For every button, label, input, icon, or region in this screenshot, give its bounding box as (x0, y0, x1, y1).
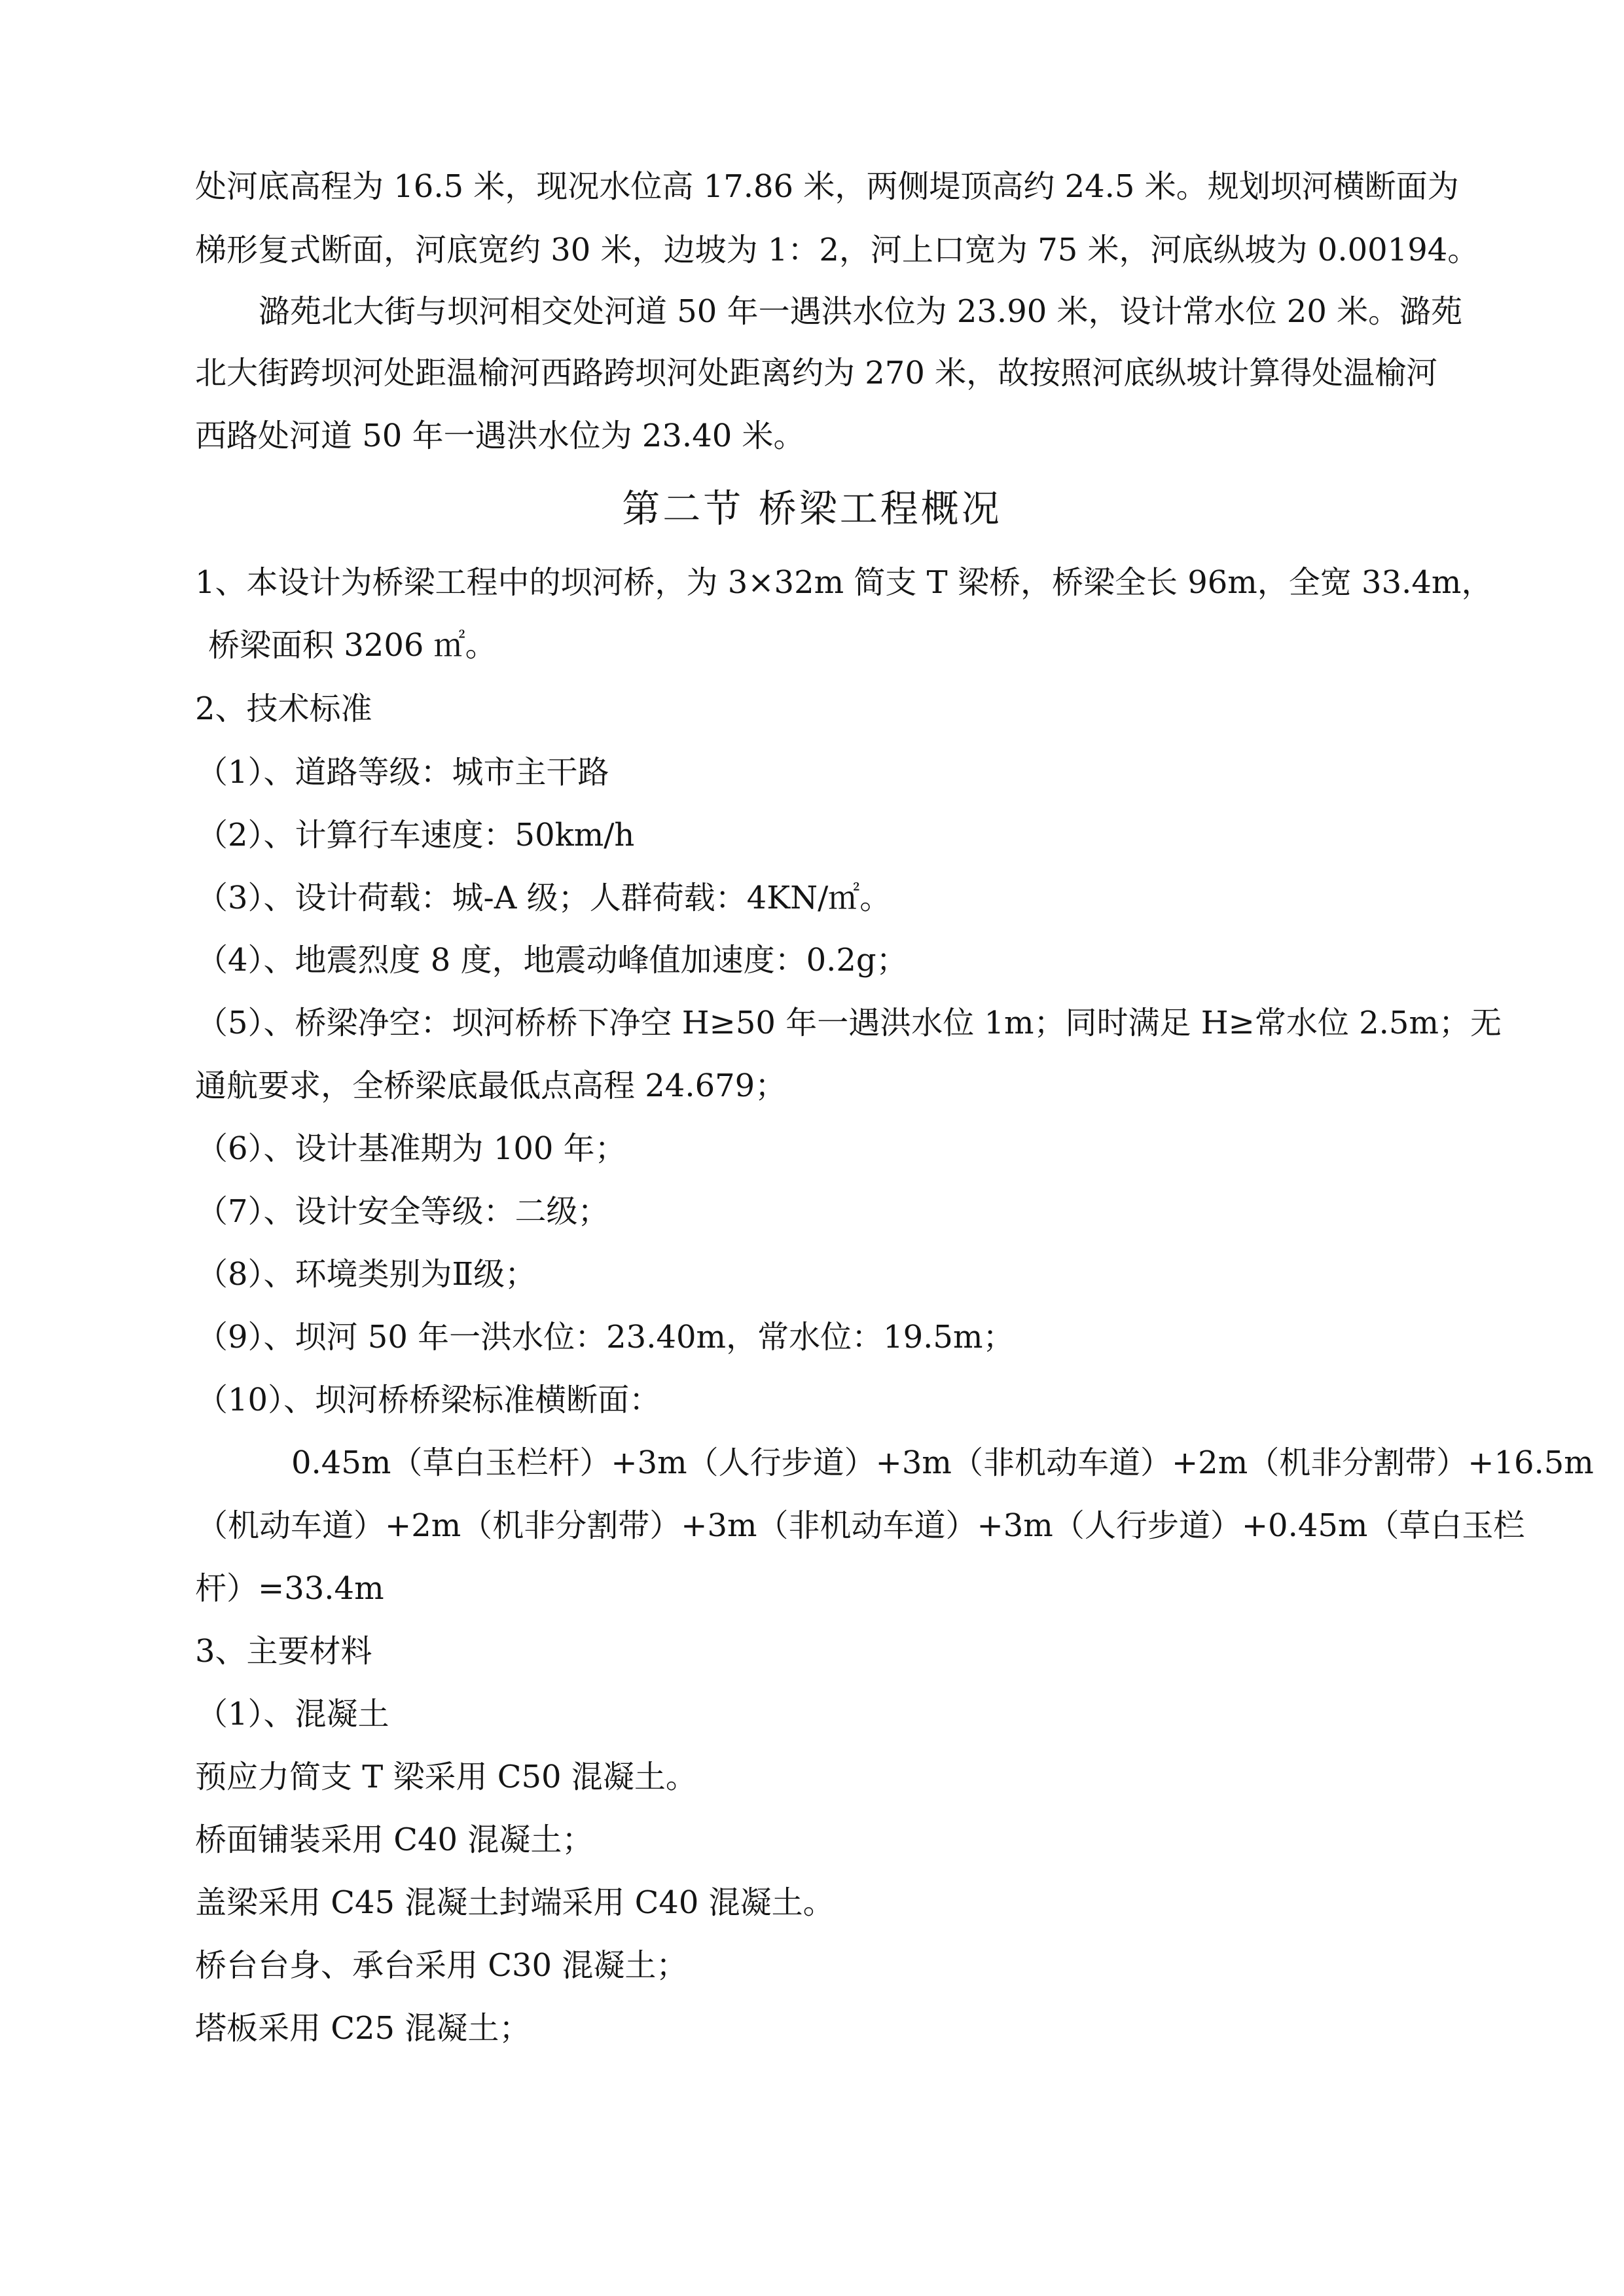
materials-subtitle: （1）、混凝土 (196, 1696, 389, 1732)
standard-9: （9）、坝河 50 年一洪水位：23.40m，常水位：19.5m； (196, 1319, 1015, 1355)
item1-line-1: 1、本设计为桥梁工程中的坝河桥，为 3×32m 简支 T 梁桥，桥梁全长 96m，全宽 33.4m， (195, 564, 1493, 601)
standard-7: （7）、设计安全等级：二级； (196, 1193, 609, 1230)
section-title: 第二节 桥梁工程概况 (622, 486, 1002, 531)
material-2: 桥面铺装采用 C40 混凝土； (195, 1821, 594, 1858)
standard-5-line-1: （5）、桥梁净空：坝河桥桥下净空 H≥50 年一遇洪水位 1m；同时满足 H≥常水位 2.5m；无 (196, 1005, 1502, 1041)
intro-line-2: 梯形复式断面，河底宽约 30 米，边坡为 1：2，河上口宽为 75 米，河底纵坡为 0.00194。 (195, 232, 1479, 268)
standard-8: （8）、环境类别为Ⅱ级； (196, 1256, 537, 1293)
standard-10: （10）、坝河桥桥梁标准横断面： (196, 1382, 661, 1418)
standard-6: （6）、设计基准期为 100 年； (196, 1130, 626, 1167)
intro-line-5: 西路处河道 50 年一遇洪水位为 23.40 米。 (195, 418, 805, 454)
item1-line-2: 桥梁面积 3206 ㎡。 (208, 627, 497, 664)
intro-line-4: 北大街跨坝河处距温榆河西路跨坝河处距离约为 270 米，故按照河底纵坡计算得处温榆河 (195, 355, 1438, 391)
cross-section-line-1: 0.45m（草白玉栏杆）+3m（人行步道）+3m（非机动车道）+2m（机非分割带）+16.5m (291, 1444, 1594, 1481)
intro-line-3: 潞苑北大街与坝河相交处河道 50 年一遇洪水位为 23.90 米，设计常水位 20 米。潞苑 (259, 293, 1463, 330)
standard-3: （3）、设计荷载：城-A 级；人群荷载：4KN/㎡。 (196, 880, 892, 916)
standard-1: （1）、道路等级：城市主干路 (196, 754, 609, 791)
material-5: 塔板采用 C25 混凝土； (195, 2010, 531, 2047)
standard-4: （4）、地震烈度 8 度，地震动峰值加速度：0.2g； (196, 942, 908, 978)
cross-section-line-3: 杆）=33.4m (195, 1570, 384, 1607)
intro-line-1: 处河底高程为 16.5 米，现况水位高 17.86 米，两侧堤顶高约 24.5 米。规划坝河横断面为 (195, 168, 1459, 205)
standard-2: （2）、计算行车速度：50km/h (196, 817, 635, 853)
material-3: 盖梁采用 C45 混凝土封端采用 C40 混凝土。 (195, 1884, 835, 1921)
material-1: 预应力简支 T 梁采用 C50 混凝土。 (195, 1759, 697, 1795)
item3-title: 3、主要材料 (195, 1633, 372, 1670)
cross-section-line-2: （机动车道）+2m（机非分割带）+3m（非机动车道）+3m（人行步道）+0.45m（草白玉栏 (196, 1507, 1525, 1544)
material-4: 桥台台身、承台采用 C30 混凝土； (195, 1947, 688, 1984)
standard-5-line-2: 通航要求，全桥梁底最低点高程 24.679； (195, 1067, 787, 1104)
item2-title: 2、技术标准 (195, 691, 372, 727)
